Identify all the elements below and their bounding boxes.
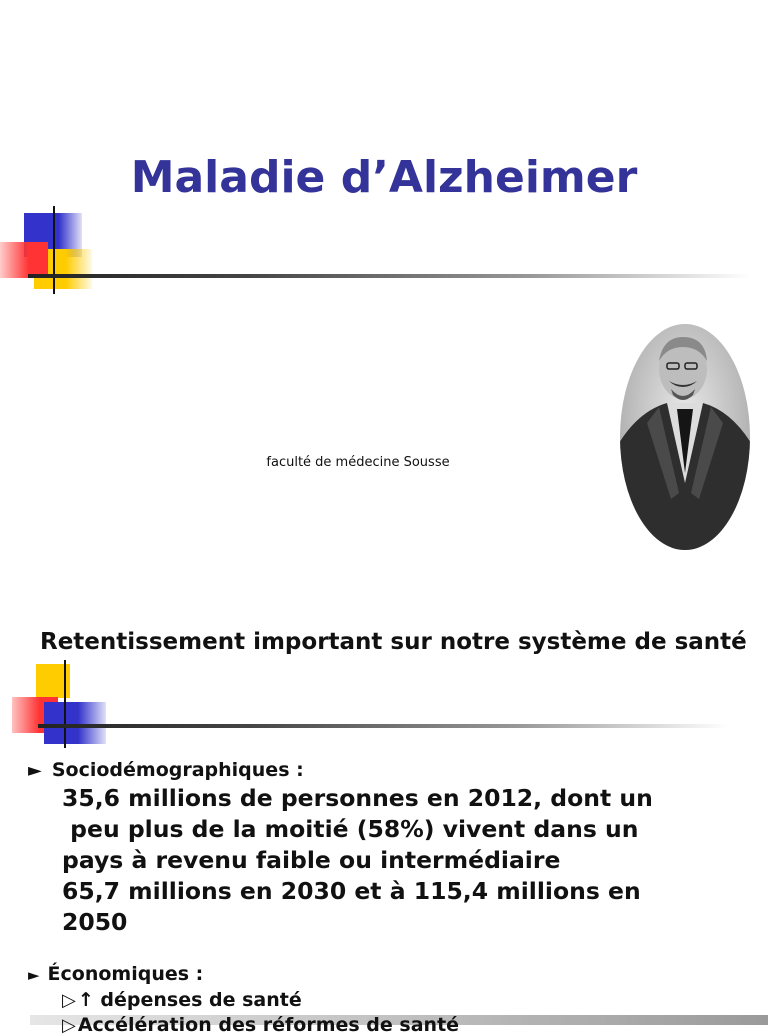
text-line: pays à revenu faible ou intermédiaire — [62, 846, 561, 874]
sub-bullet-text: ↑ dépenses de santé — [77, 989, 302, 1011]
outline-triangle-icon: ▷ — [62, 990, 76, 1011]
sub-bullet-text: Accélération des réformes de santé — [77, 1014, 460, 1036]
slide-heading: Retentissement important sur notre système de santé — [40, 629, 747, 655]
sub-bullet-health-spending — [62, 989, 302, 1011]
triangle-bullet-icon: ► — [28, 966, 40, 984]
bullet-economic — [28, 963, 203, 985]
vertical-rule — [53, 206, 55, 294]
text-line: peu plus de la moitié (58%) vivent dans un — [62, 815, 639, 843]
vertical-rule — [64, 660, 66, 748]
triangle-bullet-icon: ► — [28, 760, 42, 781]
slide-title: Maladie d’Alzheimer — [130, 152, 638, 203]
blue-square — [44, 702, 106, 744]
sociodemographic-text — [62, 783, 752, 938]
sub-bullet-reforms — [62, 1014, 459, 1036]
text-line: 2050 — [62, 908, 128, 936]
horizontal-rule — [28, 274, 750, 278]
bullet-label: Sociodémographiques : — [51, 759, 304, 781]
red-square — [0, 242, 48, 278]
portrait-photo-icon — [619, 323, 751, 551]
horizontal-rule — [38, 724, 728, 728]
bullet-sociodemographic — [28, 759, 304, 781]
text-line: 35,6 millions de personnes en 2012, dont un — [62, 784, 653, 812]
outline-triangle-icon: ▷ — [62, 1015, 76, 1036]
content-slide — [0, 620, 768, 1036]
text-line: 65,7 millions en 2030 et à 115,4 millions en — [62, 877, 641, 905]
bullet-label: Économiques : — [47, 963, 204, 985]
faculty-subtitle: faculté de médecine Sousse — [266, 455, 450, 470]
